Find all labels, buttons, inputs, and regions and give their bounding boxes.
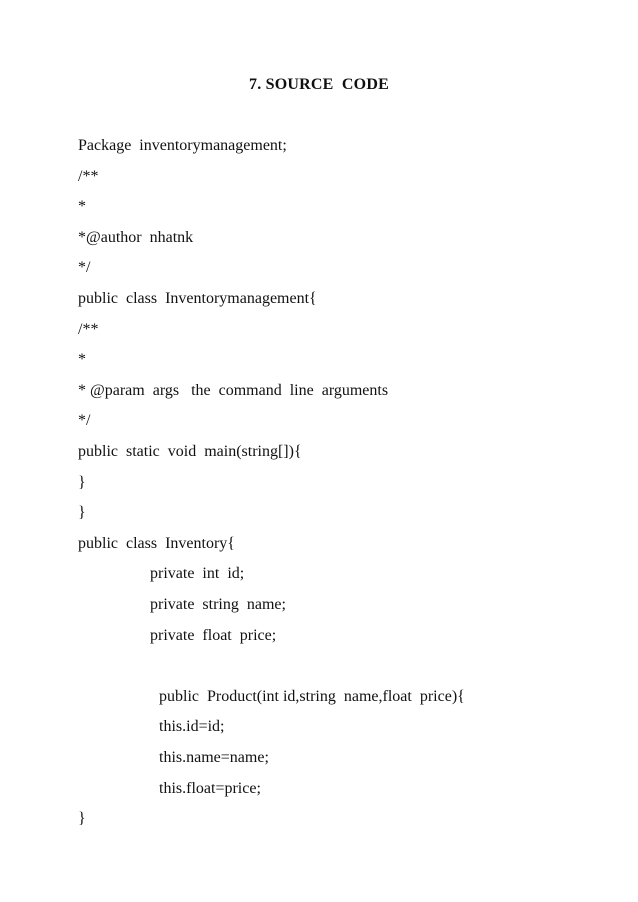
- code-line: this.name=name;: [159, 749, 269, 766]
- code-line: /**: [78, 320, 99, 338]
- code-line: private float price;: [150, 626, 277, 644]
- code-line: private int id;: [150, 565, 245, 583]
- code-line: this.id=id;: [159, 718, 225, 736]
- code-line: public Product(int id,string name,float price){: [159, 687, 465, 705]
- code-line: *: [78, 198, 86, 216]
- code-line: public class Inventory{: [78, 534, 235, 552]
- section-heading: 7. SOURCE CODE: [249, 76, 389, 93]
- code-line: public static void main(string[]){: [78, 443, 302, 460]
- code-line: private string name;: [150, 596, 286, 613]
- code-line: *: [78, 351, 86, 369]
- code-line: * @param args the command line arguments: [78, 381, 389, 399]
- code-line: */: [78, 412, 91, 430]
- code-line: this.float=price;: [159, 779, 261, 797]
- code-line: }: [78, 473, 86, 491]
- code-line: /**: [78, 167, 99, 185]
- code-line: }: [78, 504, 86, 522]
- code-line: public class Inventorymanagement{: [78, 290, 317, 307]
- code-line: Package inventorymanagement;: [78, 137, 287, 154]
- code-line: *@author nhatnk: [78, 228, 194, 246]
- code-line: */: [78, 259, 91, 277]
- code-line: }: [78, 810, 86, 828]
